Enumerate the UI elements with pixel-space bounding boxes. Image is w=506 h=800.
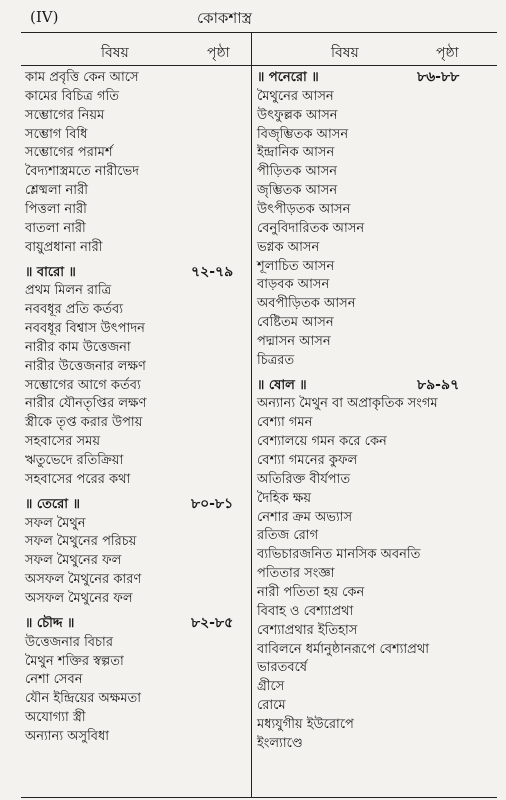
toc-entry: নারীর কাম উত্তেজনা: [25, 339, 131, 355]
toc-entry: কাম প্রবৃত্তি কেন আসে: [25, 70, 139, 85]
toc-entry: উৎফুল্লক আসন: [257, 107, 338, 123]
toc-entry: স্ত্রীকে তৃপ্ত করার উপায়: [25, 415, 143, 431]
toc-section-heading: ॥ পনেরো ॥: [257, 70, 319, 85]
toc-entry: বাড়বক আসন: [257, 277, 330, 293]
toc-page-range: ৮৯-৯৭: [417, 376, 460, 393]
toc-entry: জৃম্ভিতক আসন: [257, 183, 338, 199]
toc-entry: পিত্তলা নারী: [25, 201, 87, 217]
toc-entry: ভগ্নক আসন: [257, 239, 320, 255]
toc-section-heading: ॥ ষোল ॥: [257, 377, 307, 393]
toc-section-heading: ॥ চৌদ্দ ॥: [25, 615, 75, 631]
book-title: কোকশাস্ত্র: [197, 9, 252, 27]
toc-entry: নববধূর প্রতি কর্তব্য: [25, 302, 123, 318]
toc-entry: নেশার ক্রম অভ্যাস: [257, 509, 353, 525]
toc-entry: বেশ্যাপ্রথার ইতিহাস: [257, 622, 358, 638]
toc-page-range: ৮৬-৮৮: [417, 69, 460, 85]
toc-entry: পীড়িতক আসন: [257, 164, 338, 180]
toc-entry: সম্ভোগের পরামর্শ: [25, 145, 113, 161]
toc-entry: বেষ্টিতম আসন: [257, 315, 334, 331]
toc-entry: ইংল্যাণ্ডে: [257, 735, 303, 751]
toc-entry: অতিরিক্ত বীর্যপাত: [257, 471, 351, 487]
toc-entry: প্রথম মিলন রাত্রি: [25, 283, 112, 299]
toc-entry: বিজৃম্ভিতক আসন: [257, 126, 349, 142]
toc-entry: মৈথুন শক্তির স্বল্পতা: [25, 653, 124, 669]
toc-entry: মৈথুনের আসন: [257, 88, 334, 104]
toc-entry: অন্যান্য মৈথুন বা অপ্রাকৃতিক সংগম: [257, 396, 438, 412]
toc-entry: বায়ুপ্রধানা নারী: [25, 239, 103, 255]
toc-entry: সম্ভোগের নিয়ম: [25, 107, 105, 123]
toc-section-heading: ॥ বারো ॥: [25, 264, 76, 280]
toc-entry: সহবাসের পরের কথা: [25, 471, 131, 487]
toc-entry: ঋতুভেদে রতিক্রিয়া: [25, 453, 124, 468]
toc-entry: নববধূর বিশ্বাস উৎপাদন: [25, 321, 145, 337]
toc-entry: বাতলা নারী: [25, 220, 86, 236]
page-number: (IV): [30, 8, 59, 26]
toc-entry: অন্যান্য অসুবিধা: [25, 728, 110, 744]
toc-entry: নারীর যৌনতৃপ্তির লক্ষণ: [25, 396, 147, 412]
toc-entry: পদ্মাসন আসন: [257, 333, 331, 349]
toc-entry: পতিতার সংজ্ঞা: [257, 566, 335, 582]
toc-entry: চিত্ররত: [257, 352, 295, 368]
toc-entry: ব্যভিচারজনিত মানসিক অবনতি: [257, 547, 421, 563]
toc-entry: বেশ্যা গমনের কুফল: [257, 453, 358, 468]
toc-entry: শ্লেষ্মলা নারী: [25, 183, 88, 199]
right-page-header: পৃষ্ঠা: [436, 45, 459, 61]
right-subject-header: বিষয়: [331, 45, 359, 61]
column-divider: [251, 33, 252, 797]
table-of-contents: [21, 32, 497, 798]
toc-section-heading: ॥ তেরো ॥: [25, 496, 80, 512]
toc-entry: সম্ভোগের আগে কর্তব্য: [25, 377, 141, 393]
toc-entry: সহবাসের সময়: [25, 434, 100, 450]
toc-entry: কামের বিচিত্র গতি: [25, 88, 119, 104]
toc-entry: গ্রীসে: [257, 679, 285, 695]
toc-entry: রতিজ রোগ: [257, 528, 319, 544]
toc-page-range: ৭২-৭৯: [191, 263, 234, 280]
toc-entry: নেশা সেবন: [25, 672, 83, 688]
toc-entry: শূলাচিত আসন: [257, 258, 335, 274]
toc-entry: অসফল মৈথুনের কারণ: [25, 572, 142, 588]
toc-entry: অসফল মৈথুনের ফল: [25, 590, 133, 606]
toc-page-range: ৮০-৮১: [191, 495, 234, 512]
toc-entry: অযোগ্যা স্ত্রী: [25, 710, 86, 726]
toc-entry: নারীর উত্তেজনার লক্ষণ: [25, 358, 146, 374]
toc-entry: সফল মৈথুনের পরিচয়: [25, 534, 137, 550]
toc-entry: উৎপীড়তক আসন: [257, 201, 351, 217]
toc-entry: বেশ্যালয়ে গমন করে কেন: [257, 434, 387, 450]
toc-entry: রোমে: [257, 698, 286, 714]
toc-entry: উত্তেজনার বিচার: [25, 634, 113, 650]
toc-entry: অবপীড়িতক আসন: [257, 296, 356, 312]
toc-entry: বাবিলনে ধর্মানুষ্ঠানরূপে বেশ্যাপ্রথা: [257, 641, 430, 657]
toc-entry: বিবাহ ও বেশ্যাপ্রথা: [257, 603, 354, 619]
toc-page-range: ৮২-৮৫: [191, 614, 234, 631]
toc-entry: বেশ্যা গমন: [257, 415, 313, 431]
toc-entry: সফল মৈথুন: [25, 515, 86, 531]
toc-entry: সফল মৈথুনের ফল: [25, 553, 122, 569]
toc-entry: সম্ভোগ বিধি: [25, 126, 88, 142]
toc-entry: বৈদ্যশাস্ত্রমতে নারীভেদ: [25, 164, 139, 180]
toc-entry: নারী পতিতা হয় কেন: [257, 584, 365, 600]
toc-entry: ইন্দ্রানিক আসন: [257, 145, 335, 161]
left-page-header: পৃষ্ঠা: [207, 45, 230, 61]
toc-entry: দৈহিক ক্ষয়: [257, 490, 312, 506]
toc-entry: যৌন ইন্দ্রিয়ের অক্ষমতা: [25, 691, 142, 707]
toc-entry: বেনুবিদারিতক আসন: [257, 220, 365, 236]
left-subject-header: বিষয়: [101, 45, 129, 61]
toc-entry: ভারতবর্ষে: [257, 660, 307, 676]
toc-entry: মধ্যযুগীয় ইউরোপে: [257, 716, 354, 732]
